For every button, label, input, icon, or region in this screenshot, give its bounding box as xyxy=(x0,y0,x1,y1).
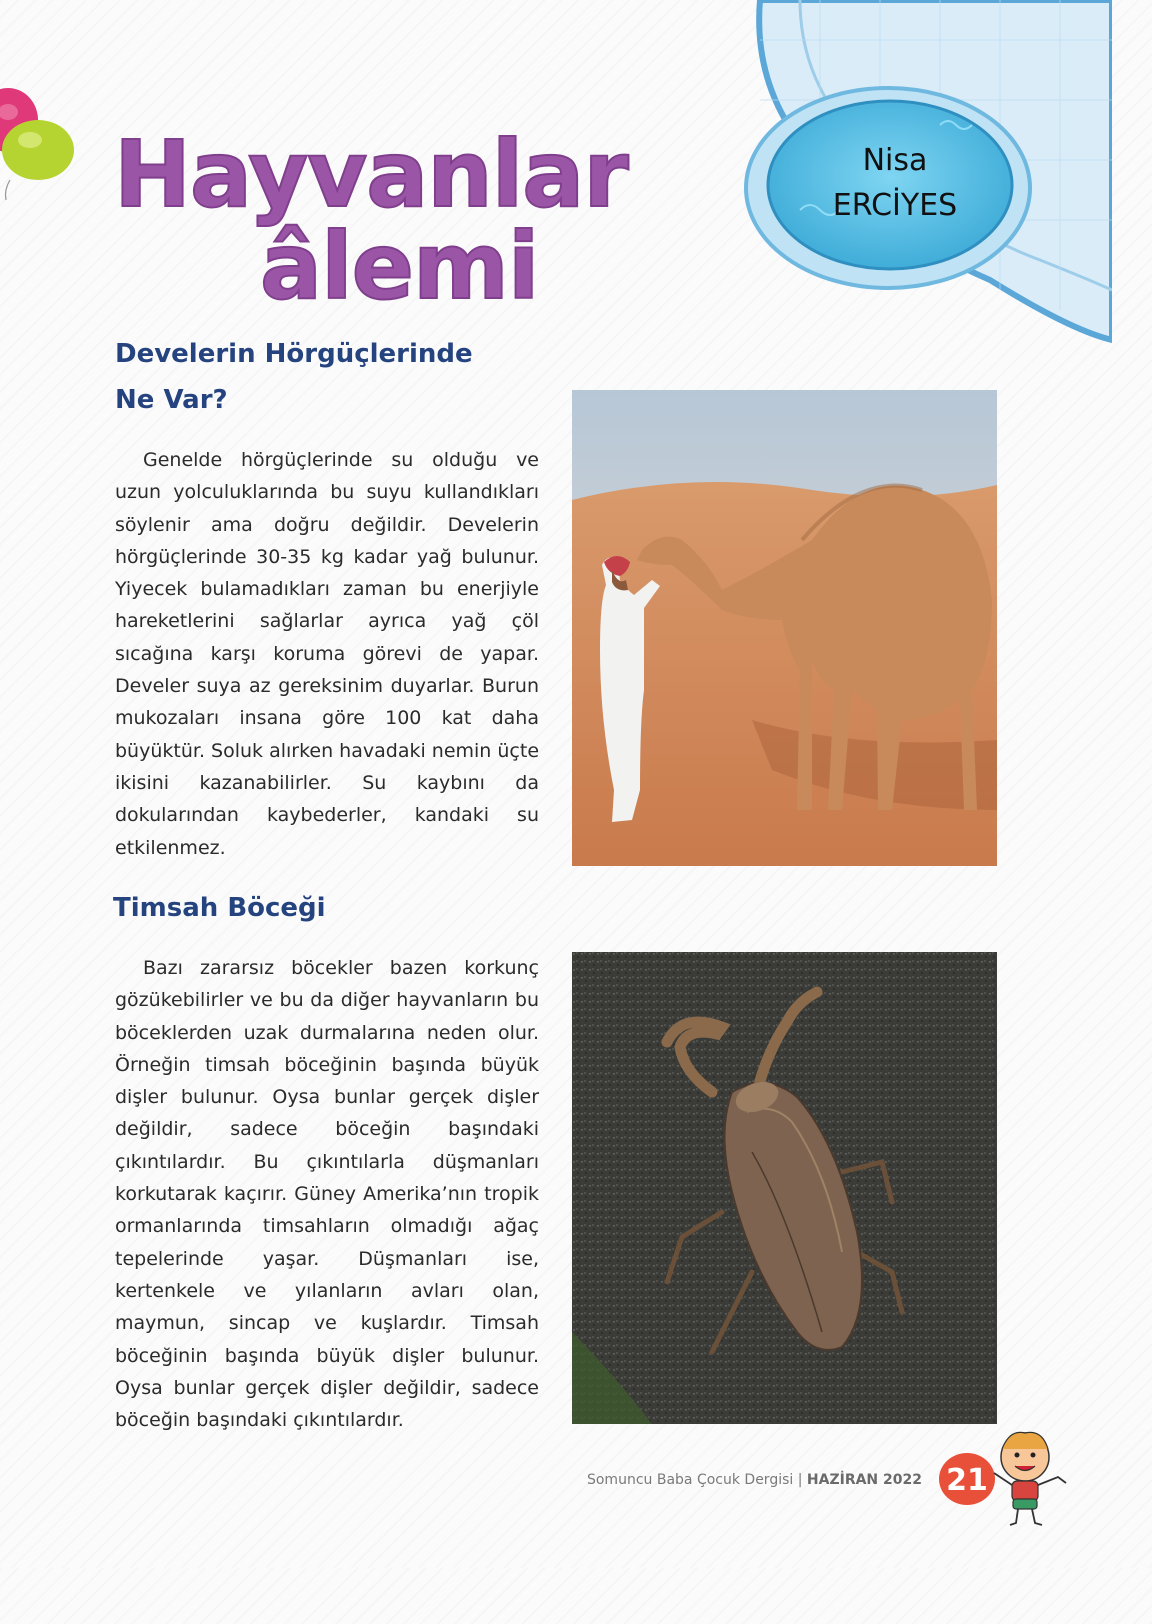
title-line2: âlemi xyxy=(260,213,539,310)
camel-photo xyxy=(572,390,997,866)
article1-heading xyxy=(115,331,473,423)
author-last-name: ERCİYES xyxy=(832,188,958,223)
article1-body: Genelde hörgüçlerinde su olduğu ve uzun yolculuklarında bu suyu kullandıkları söylenir ama doğru değildir. Develerin hörgüçlerinde 30-35 kg kadar yağ bulunur. Yiyecek bulamadıkları zaman bu enerjiyle hareketlerini sağlarlar ayrıca yağ çöl sıcağına karşı koruma görevi de yapar. Develer suya az gereksinim duyarlar. Burun mukozaları insana göre 100 kat daha büyüktür. Soluk alırken havadaki nemin üçte ikisini kazanabilirler. Su kaybını da dokularından kaybederler, kandaki su etkilenmez. xyxy=(115,449,540,859)
issue-date: HAZİRAN 2022 xyxy=(806,1472,922,1488)
author-first-name: Nisa xyxy=(862,143,928,178)
page-number: 21 xyxy=(946,1463,988,1498)
title-line1: Hayvanlar xyxy=(114,121,628,228)
footer-separator: | xyxy=(797,1472,803,1488)
page-title xyxy=(110,120,730,310)
article1-heading-line1: Develerin Hörgüçlerinde xyxy=(115,339,473,369)
article2-heading: Timsah Böceği xyxy=(113,893,326,923)
footer xyxy=(560,1472,922,1488)
magazine-name: Somuncu Baba Çocuk Dergisi xyxy=(586,1472,794,1488)
balloons-decoration xyxy=(0,80,90,220)
kid-mascot-illustration xyxy=(980,1425,1070,1535)
article1-heading-line2: Ne Var? xyxy=(115,385,228,415)
bug-photo xyxy=(572,952,997,1424)
article2-body: Bazı zararsız böcekler bazen korkunç gözükebilirler ve bu da diğer hayvanların bu böceklerden uzak durmalarına neden olur. Örneğin timsah böceğinin başında büyük dişler bulunur. Oysa bunlar gerçek dişler değildir, sadece böceğin başındaki çıkıntılardır. Bu çıkıntılarla düşmanları korkutarak kaçırır. Güney Amerika’nın tropik ormanlarında timsahların olmadığı ağaç tepelerinde yaşar. Düşmanları ise, kertenkele ve yılanların avları olan, maymun, sincap ve kuşlardır. Timsah böceğinin başında büyük dişler bulunur. Oysa bunlar gerçek dişler değildir, sadece böceğin başındaki çıkıntılardır. xyxy=(115,957,539,1432)
author-name xyxy=(770,138,1020,228)
